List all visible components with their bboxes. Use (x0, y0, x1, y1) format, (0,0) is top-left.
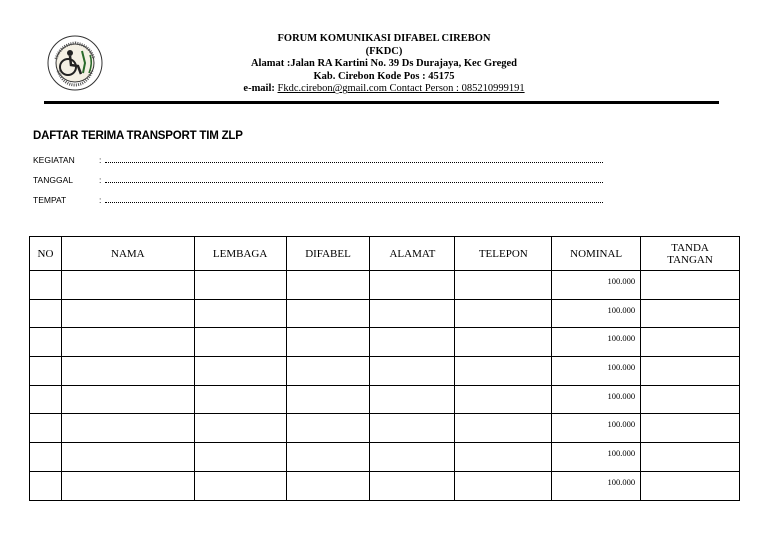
cell-difabel[interactable] (286, 271, 370, 300)
cell-no[interactable] (30, 443, 62, 472)
cell-telepon[interactable] (455, 357, 552, 386)
fill-in-line[interactable] (105, 182, 603, 183)
cell-no[interactable] (30, 328, 62, 357)
field-label: TANGGAL (33, 175, 73, 185)
cell-tanda-tangan[interactable] (641, 471, 740, 500)
cell-lembaga[interactable] (194, 471, 286, 500)
org-abbreviation: (FKDC) (365, 45, 403, 57)
table-row (30, 443, 740, 472)
table-row (30, 414, 740, 443)
cell-telepon[interactable] (455, 328, 552, 357)
cell-lembaga[interactable] (194, 328, 286, 357)
cell-nominal: 100.000 (552, 471, 641, 500)
cell-lembaga[interactable] (194, 385, 286, 414)
cell-alamat[interactable] (370, 271, 455, 300)
cell-alamat[interactable] (370, 328, 455, 357)
cell-lembaga[interactable] (194, 271, 286, 300)
cell-difabel[interactable] (286, 471, 370, 500)
column-header-telepon: TELEPON (455, 237, 552, 271)
column-header-nama: NAMA (61, 237, 194, 271)
org-address: Alamat :Jalan RA Kartini No. 39 Ds Durajaya, Kec Greged (250, 58, 518, 70)
cell-alamat[interactable] (370, 385, 455, 414)
cell-nama[interactable] (61, 299, 194, 328)
table-row (30, 328, 740, 357)
cell-tanda-tangan[interactable] (641, 299, 740, 328)
cell-alamat[interactable] (370, 357, 455, 386)
cell-nama[interactable] (61, 328, 194, 357)
cell-nominal: 100.000 (552, 328, 641, 357)
cell-alamat[interactable] (370, 443, 455, 472)
cell-nama[interactable] (61, 471, 194, 500)
cell-telepon[interactable] (455, 471, 552, 500)
cell-tanda-tangan[interactable] (641, 414, 740, 443)
cell-tanda-tangan[interactable] (641, 271, 740, 300)
cell-alamat[interactable] (370, 414, 455, 443)
cell-alamat[interactable] (370, 299, 455, 328)
column-header-difabel: DIFABEL (286, 237, 370, 271)
cell-nominal: 100.000 (552, 299, 641, 328)
cell-telepon[interactable] (455, 385, 552, 414)
cell-nama[interactable] (61, 443, 194, 472)
field-label: TEMPAT (33, 195, 67, 205)
contact-line (200, 83, 568, 96)
column-header-no: NO (30, 237, 62, 271)
org-name: FORUM KOMUNIKASI DIFABEL CIREBON (277, 33, 491, 44)
column-header-lembaga: LEMBAGA (194, 237, 286, 271)
cell-difabel[interactable] (286, 385, 370, 414)
cell-tanda-tangan[interactable] (641, 328, 740, 357)
cell-tanda-tangan[interactable] (641, 443, 740, 472)
field-colon: : (99, 155, 102, 165)
cell-difabel[interactable] (286, 414, 370, 443)
column-header-alamat: ALAMAT (370, 237, 455, 271)
fill-in-line[interactable] (105, 162, 603, 163)
cell-tanda-tangan[interactable] (641, 357, 740, 386)
cell-difabel[interactable] (286, 357, 370, 386)
field-colon: : (99, 195, 102, 205)
cell-alamat[interactable] (370, 471, 455, 500)
email-label: e-mail: (243, 83, 275, 95)
table-row (30, 385, 740, 414)
cell-difabel[interactable] (286, 328, 370, 357)
cell-lembaga[interactable] (194, 443, 286, 472)
header-divider-thick (44, 101, 719, 104)
field-colon: : (99, 175, 102, 185)
cell-no[interactable] (30, 299, 62, 328)
fill-in-line[interactable] (105, 202, 603, 203)
cell-lembaga[interactable] (194, 357, 286, 386)
org-city: Kab. Cirebon Kode Pos : 45175 (313, 70, 455, 82)
cell-telepon[interactable] (455, 414, 552, 443)
table-row (30, 471, 740, 500)
table-row (30, 271, 740, 300)
cell-no[interactable] (30, 271, 62, 300)
table-header-row (30, 237, 740, 271)
email-and-contact[interactable]: Fkdc.cirebon@gmail.com Contact Person : 085210999191 (277, 83, 525, 95)
cell-nominal: 100.000 (552, 443, 641, 472)
table-row (30, 299, 740, 328)
cell-nama[interactable] (61, 414, 194, 443)
cell-lembaga[interactable] (194, 414, 286, 443)
document-title: DAFTAR TERIMA TRANSPORT TIM ZLP (33, 130, 243, 142)
column-header-nominal: NOMINAL (552, 237, 641, 271)
transport-receipt-table (29, 236, 740, 501)
cell-nama[interactable] (61, 357, 194, 386)
cell-nama[interactable] (61, 271, 194, 300)
cell-no[interactable] (30, 385, 62, 414)
cell-no[interactable] (30, 414, 62, 443)
letterhead (200, 33, 568, 96)
cell-difabel[interactable] (286, 299, 370, 328)
cell-telepon[interactable] (455, 299, 552, 328)
cell-telepon[interactable] (455, 271, 552, 300)
cell-nominal: 100.000 (552, 357, 641, 386)
organization-logo (40, 33, 110, 93)
cell-tanda-tangan[interactable] (641, 385, 740, 414)
table-row (30, 357, 740, 386)
column-header-tanda-tangan: TANDA TANGAN (641, 237, 740, 271)
cell-lembaga[interactable] (194, 299, 286, 328)
cell-no[interactable] (30, 357, 62, 386)
cell-nominal: 100.000 (552, 271, 641, 300)
cell-nama[interactable] (61, 385, 194, 414)
cell-nominal: 100.000 (552, 385, 641, 414)
cell-telepon[interactable] (455, 443, 552, 472)
cell-nominal: 100.000 (552, 414, 641, 443)
cell-difabel[interactable] (286, 443, 370, 472)
field-label: KEGIATAN (33, 155, 75, 165)
cell-no[interactable] (30, 471, 62, 500)
